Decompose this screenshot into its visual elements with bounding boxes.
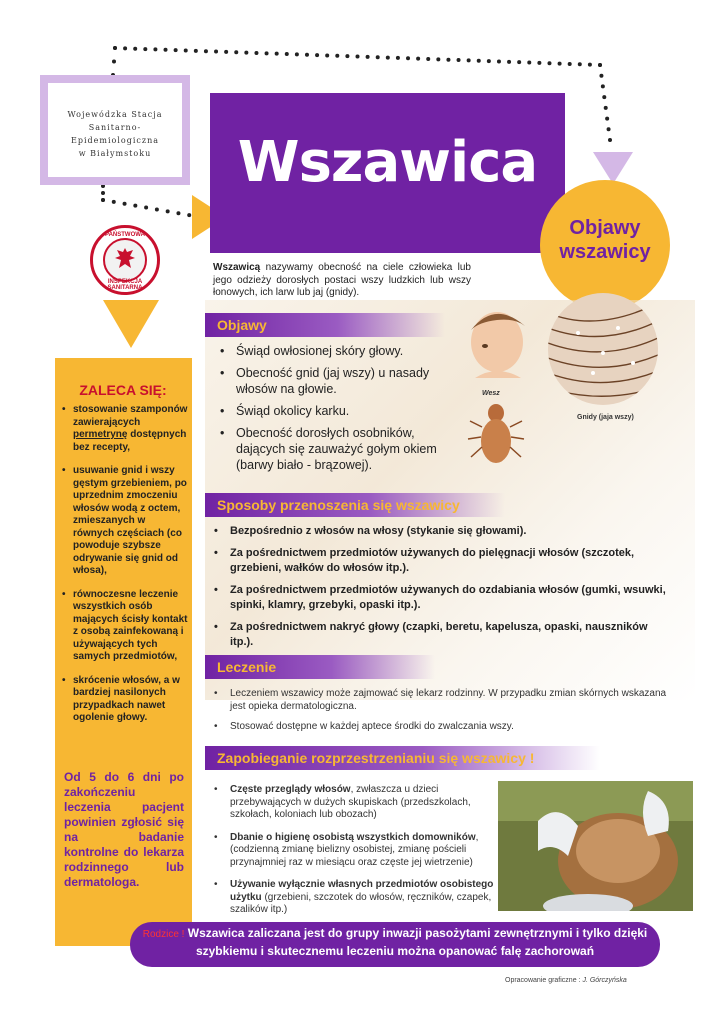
graphic-design-credit <box>505 977 627 984</box>
item-text: stosowanie szamponów zawierających <box>73 404 188 428</box>
list-item <box>220 365 452 397</box>
credit-author: J. Górczyńska <box>582 977 627 984</box>
item-text-bold: Dbanie o higienę osobistą wszystkich domowników <box>230 831 476 843</box>
item-text: Świąd owłosionej skóry głowy. <box>236 344 404 358</box>
section-header-symptoms: Objawy <box>205 313 445 337</box>
item-text: Leczeniem wszawicy może zajmować się lekarz rodzinny. W przypadku zmian skórnych wskazana jest opieka dermatologiczna. <box>230 688 667 712</box>
dot <box>457 58 461 62</box>
dot <box>477 59 481 63</box>
bullet-point-icon: • <box>214 621 218 633</box>
dot <box>558 62 562 66</box>
louse-label: Wesz <box>482 390 500 397</box>
item-text: równoczesne leczenie wszystkich osób mających ścisły kontakt z osobą zainfekowaną i używających tych samych przedmiotów, <box>73 588 188 662</box>
list-item <box>60 589 188 664</box>
bullet-point-icon: • <box>214 525 218 537</box>
section-header-transmission: Sposoby przenoszenia się wszawicy <box>205 493 505 517</box>
list-item <box>60 465 188 578</box>
item-text: skrócenie włosów, a w bardziej nasilonych przypadkach nawet ogolenie głowy. <box>73 674 180 723</box>
dot <box>113 46 117 50</box>
dot <box>305 53 309 57</box>
dot <box>275 52 279 56</box>
list-item <box>212 832 497 870</box>
triangle-arrow-down-icon <box>103 300 159 348</box>
list-item <box>212 524 672 539</box>
dot <box>315 53 319 57</box>
recommendations-title: ZALECA SIĘ: <box>79 382 167 398</box>
bullet-point-icon: • <box>220 344 225 358</box>
item-text: Za pośrednictwem przedmiotów używanych do pielęgnacji włosów (szczotek, grzebieni, wałków do włosów itp.). <box>230 547 635 574</box>
dot <box>416 57 420 61</box>
prevention-list <box>212 784 497 927</box>
bullet-point-icon: • <box>214 688 218 699</box>
dot <box>578 62 582 66</box>
section-header-prevention: Zapobieganie rozprzestrzenianiu się wszawicy ! <box>205 746 600 770</box>
intro-rest: nazywamy obecność na ciele człowieka lub jego odzieży dorosłych postaci wszy ludzkich lub wszy łonowych, ich larw lub jaj (gnidy). <box>213 262 471 298</box>
item-text: Obecność dorosłych osobników, dających się zauważyć gołym okiem (barwy biało - brązowej). <box>236 426 437 472</box>
page-title: Wszawica <box>237 130 538 195</box>
louse-illustration <box>466 395 526 470</box>
dot <box>204 49 208 53</box>
bullet-point-icon: • <box>214 584 218 596</box>
dot <box>187 213 191 217</box>
dot <box>101 198 105 202</box>
bullet-point-icon: • <box>62 404 66 415</box>
bullet-point-icon: • <box>214 879 218 890</box>
section-header-treatment: Leczenie <box>205 655 435 679</box>
dot <box>487 59 491 63</box>
emblem-text-bottom: INSPEKCJA SANITARNA <box>107 279 143 291</box>
item-text: Bezpośrednio z włosów na włosy (stykanie się głowami). <box>230 525 527 537</box>
dot <box>112 60 116 64</box>
dot <box>366 55 370 59</box>
dot <box>234 50 238 54</box>
bullet-point-icon: • <box>220 404 225 418</box>
dot <box>244 51 248 55</box>
bullet-point-icon: • <box>214 831 218 843</box>
dot <box>602 95 606 99</box>
dot <box>608 138 612 142</box>
item-text: Za pośrednictwem nakryć głowy (czapki, beretu, kapelusza, opaski, nauszników itp.). <box>230 621 648 648</box>
dot <box>164 48 168 52</box>
dot <box>568 62 572 66</box>
dot <box>176 211 180 215</box>
treatment-list <box>212 688 672 742</box>
list-item <box>60 404 188 454</box>
dot <box>605 117 609 121</box>
dot <box>254 51 258 55</box>
intro-paragraph <box>213 262 471 300</box>
list-item <box>212 583 672 613</box>
bullet-point-icon: • <box>220 426 225 440</box>
dot <box>184 48 188 52</box>
dot <box>325 53 329 57</box>
dot <box>155 207 159 211</box>
dot <box>599 74 603 78</box>
dot <box>285 52 289 56</box>
dot <box>265 51 269 55</box>
credit-label: Opracowanie graficzne : <box>505 977 583 984</box>
nits-label: Gnidy (jaja wszy) <box>577 414 634 421</box>
bullet-point-icon: • <box>214 721 218 732</box>
dot <box>604 106 608 110</box>
list-item <box>212 546 672 576</box>
symptoms-list <box>220 343 452 479</box>
emblem-text-top: PAŃSTWOWA <box>105 232 145 238</box>
item-text: usuwanie gnid i wszy gęstym grzebieniem, po uprzednim zmoczeniu włosów wodą z octem, zmieszanych w równych częściach (co powoduje szybsze odrywanie się gnid od włosa), <box>73 465 187 576</box>
follow-up-note: Od 5 do 6 dni po zakończeniu leczenia pacjent powinien zgłosić się na badanie kontrolne do lekarza rodzinnego lub dermatologa. <box>64 770 184 889</box>
list-item <box>212 620 672 650</box>
list-item <box>220 425 452 473</box>
list-item <box>212 879 497 917</box>
list-item <box>212 784 497 822</box>
dot <box>426 57 430 61</box>
bullet-point-icon: • <box>62 465 66 476</box>
triangle-arrow-down-icon <box>593 152 633 184</box>
dot <box>101 191 105 195</box>
institution-line-2: Sanitarno-Epidemiologiczna <box>70 123 159 145</box>
institution-line-1: Wojewódzka Stacja <box>67 110 163 119</box>
dot <box>497 59 501 63</box>
dot <box>601 84 605 88</box>
dot <box>144 206 148 210</box>
dot <box>345 54 349 58</box>
item-text: Za pośrednictwem przedmiotów używanych do ozdabiania włosów (gumki, wsuwki, spinki, klamry, grzebyki, opaski itp.). <box>230 584 666 611</box>
item-text-underlined: permetrynę <box>73 429 128 440</box>
dot <box>396 56 400 60</box>
list-item <box>220 343 452 359</box>
symptoms-circle-line-1: Objawy <box>569 217 641 239</box>
dot <box>607 127 611 131</box>
bullet-point-icon: • <box>62 588 66 600</box>
list-item <box>212 721 672 734</box>
dot <box>166 209 170 213</box>
list-item <box>220 403 452 419</box>
bullet-point-icon: • <box>62 674 66 686</box>
list-item <box>212 688 672 713</box>
symptoms-circle-line-2: wszawicy <box>559 241 651 263</box>
dot <box>133 47 137 51</box>
item-text: Stosować dostępne w każdej aptece środki do zwalczania wszy. <box>230 721 514 732</box>
dot <box>174 48 178 52</box>
child-head-illustration <box>455 300 537 380</box>
dot <box>143 47 147 51</box>
dot <box>467 58 471 62</box>
item-text: Świąd okolicy karku. <box>236 404 350 418</box>
dot <box>335 54 339 58</box>
item-text-bold: Używanie wyłącznie własnych przedmiotów osobistego użytku <box>230 879 494 903</box>
dot <box>376 55 380 59</box>
dot <box>153 47 157 51</box>
dot <box>527 61 531 65</box>
parents-banner-text <box>140 925 650 959</box>
dot <box>214 50 218 54</box>
bullet-point-icon: • <box>214 784 218 795</box>
dot <box>194 49 198 53</box>
eagle-icon <box>113 246 137 272</box>
dot <box>356 55 360 59</box>
dot <box>224 50 228 54</box>
dot <box>537 61 541 65</box>
item-text-bold: Częste przeglądy włosów <box>230 784 351 795</box>
list-item <box>60 675 188 725</box>
symptoms-circle-label <box>540 216 670 264</box>
item-text: (grzebieni, szczotek do włosów, ręczników, czapek, szalików itp.) <box>230 891 492 915</box>
dot <box>446 58 450 62</box>
item-text: Obecność gnid (jaj wszy) u nasady włosów na głowie. <box>236 366 430 396</box>
dot <box>386 56 390 60</box>
banner-prefix: Rodzice ! <box>142 929 185 940</box>
hair-examination-photo <box>498 781 693 911</box>
bullet-point-icon: • <box>214 547 218 559</box>
item-text: , (codzienną zmianę bielizny osobistej, zmianę pościeli przynajmniej raz w miesiącu oraz częste jej wietrzenie) <box>230 831 479 868</box>
institution-line-3: w Białymstoku <box>78 149 152 158</box>
banner-message: Wszawica zaliczana jest do grupy inwazji pasożytami zewnętrznymi i tylko dzięki szybkiemu i skutecznemu leczeniu można opanować falę zachorowań <box>187 926 648 958</box>
dot <box>295 52 299 56</box>
institution-name <box>48 108 182 160</box>
dot <box>598 63 602 67</box>
dot <box>123 46 127 50</box>
dot <box>588 63 592 67</box>
scalp-nits-photo <box>548 293 658 405</box>
dot <box>517 60 521 64</box>
dot <box>133 204 137 208</box>
dot <box>507 60 511 64</box>
item-text: , zwłaszcza u dzieci przebywających w dużych skupiskach (przedszkolach, szkołach, koloniach lub obozach) <box>230 784 471 820</box>
dot <box>112 200 116 204</box>
dot <box>547 61 551 65</box>
dot <box>406 56 410 60</box>
transmission-list <box>212 524 672 657</box>
item-text: dostępnych bez recepty, <box>73 429 187 453</box>
dot <box>436 57 440 61</box>
dot <box>123 202 127 206</box>
bullet-point-icon: • <box>220 366 225 380</box>
intro-lead: Wszawicą <box>213 262 261 273</box>
recommendations-list <box>60 404 188 736</box>
